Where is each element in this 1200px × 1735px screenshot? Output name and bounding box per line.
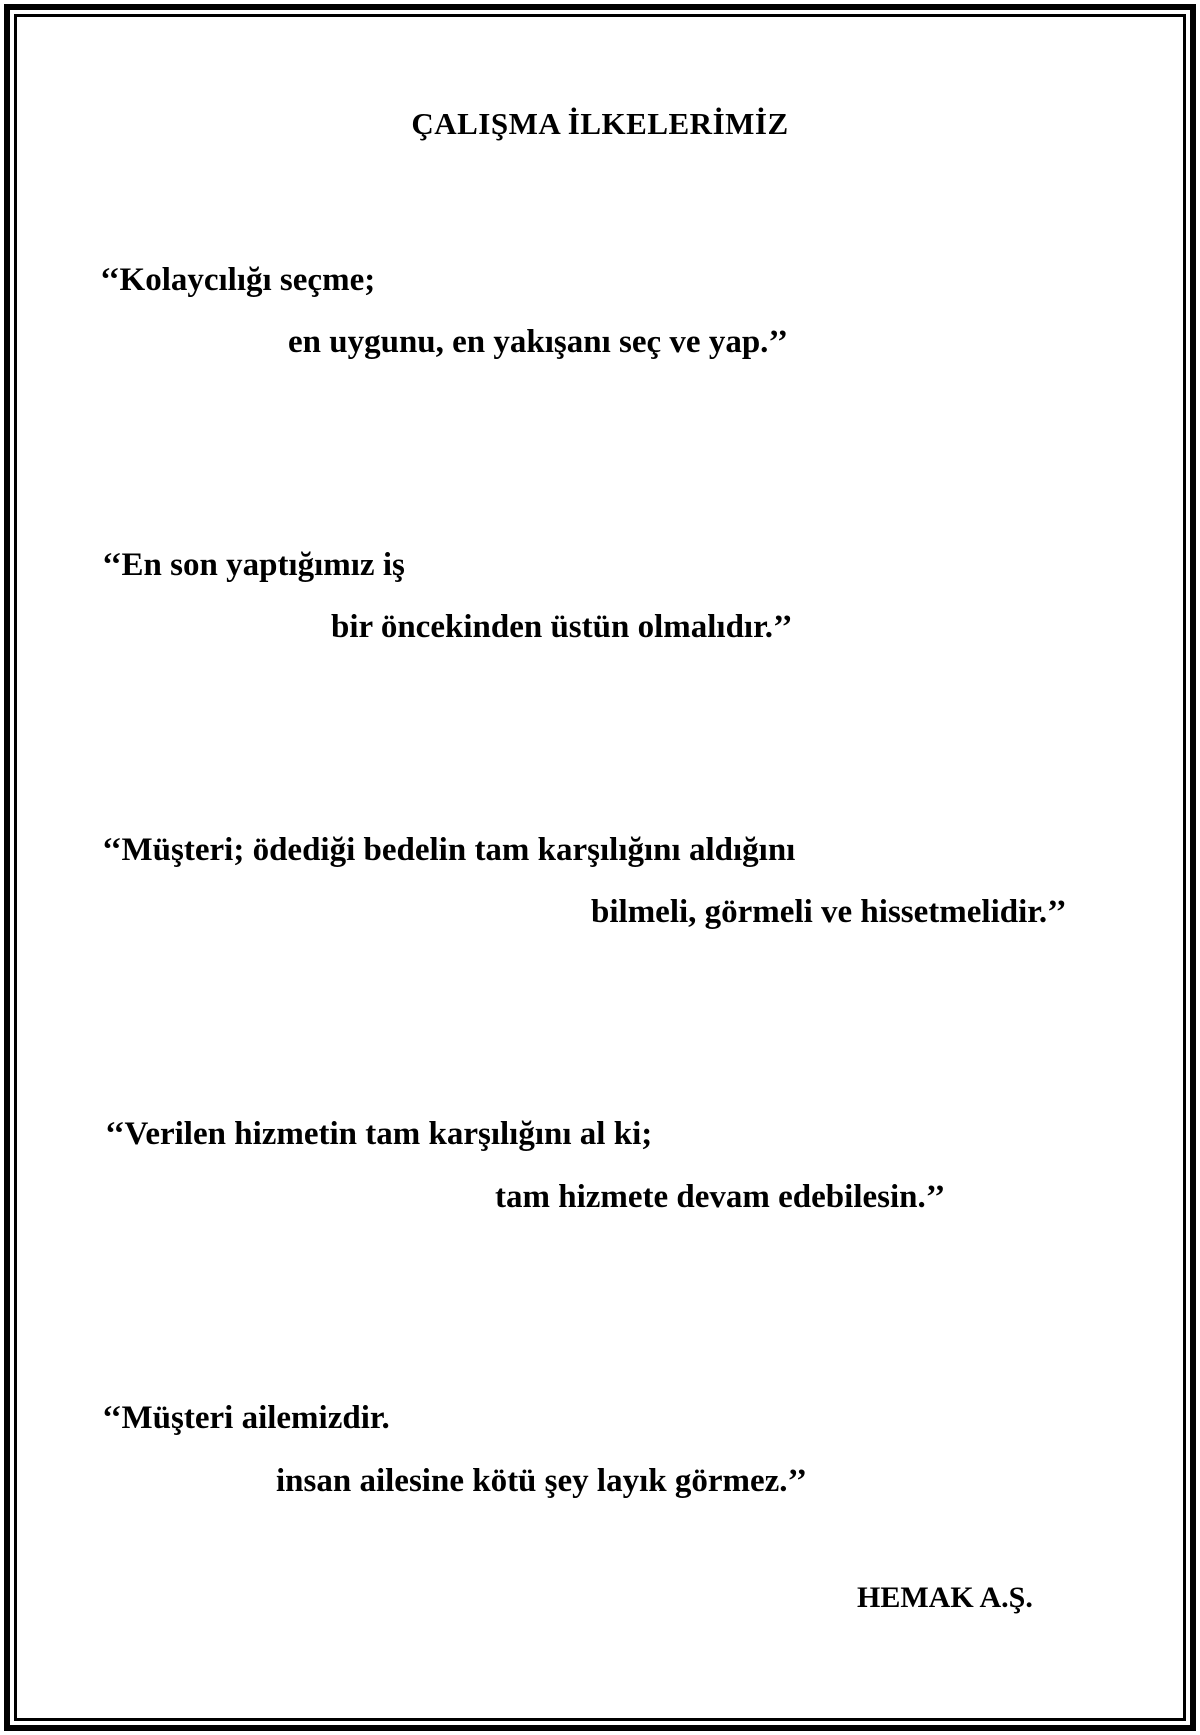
principle-5-line-1: ‘‘Müşteri ailemizdir. xyxy=(102,1400,390,1436)
principle-5-line-2: insan ailesine kötü şey layık görmez.’’ xyxy=(276,1463,808,1499)
principle-2-line-2: bir öncekinden üstün olmalıdır.’’ xyxy=(331,609,793,645)
principle-1-line-1: ‘‘Kolaycılığı seçme; xyxy=(100,262,376,298)
principle-4-line-2: tam hizmete devam edebilesin.’’ xyxy=(495,1179,946,1215)
principle-3-line-2: bilmeli, görmeli ve hissetmelidir.’’ xyxy=(591,894,1067,930)
principle-2-line-1: ‘‘En son yaptığımız iş xyxy=(102,547,405,583)
principle-1-line-2: en uygunu, en yakışanı seç ve yap.’’ xyxy=(288,324,788,360)
company-signature: HEMAK A.Ş. xyxy=(857,1581,1033,1614)
principle-3-line-1: ‘‘Müşteri; ödediği bedelin tam karşılığını aldığını xyxy=(102,832,796,868)
principle-4-line-1: ‘‘Verilen hizmetin tam karşılığını al ki; xyxy=(105,1116,653,1152)
page-title: ÇALIŞMA İLKELERİMİZ xyxy=(411,106,789,141)
